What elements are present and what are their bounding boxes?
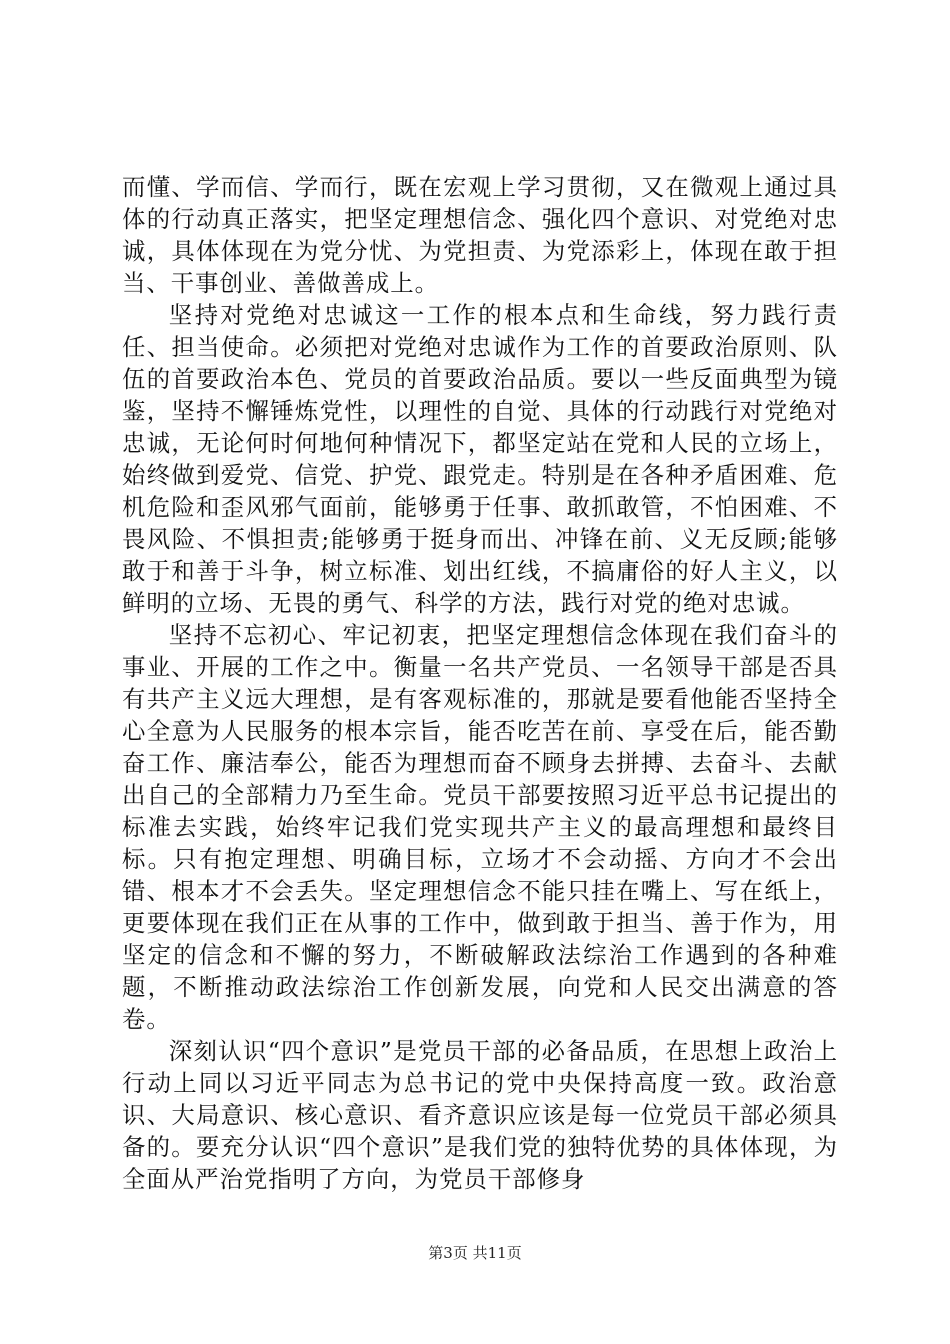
page-number-footer: 第3页 共11页 [428, 1244, 522, 1262]
paragraph-four-consciousness: 深刻认识“四个意识”是党员干部的必备品质，在思想上政治上行动上同以习近平同志为总书记的党中央保持高度一致。政治意识、大局意识、核心意识、看齐意识应该是每一位党员干部必须具备的。要充分认识“四个意识”是我们党的独特优势的具体体现，为全面从严治党指明了方向，为党员干部修身 [122, 1037, 838, 1193]
paragraph-ideals: 坚持不忘初心、牢记初衷，把坚定理想信念体现在我们奋斗的事业、开展的工作之中。衡量一名共产党员、一名领导干部是否具有共产主义远大理想，是有客观标准的，那就是要看他能否坚持全心全意为人民服务的根本宗旨，能否吃苦在前、享受在后，能否勤奋工作、廉洁奉公，能否为理想而奋不顾身去拼搏、去奋斗、去献出自己的全部精力乃至生命。党员干部要按照习近平总书记提出的标准去实践，始终牢记我们党实现共产主义的最高理想和最终目标。只有抱定理想、明确目标，立场才不会动摇、方向才不会出错、根本才不会丢失。坚定理想信念不能只挂在嘴上、写在纸上，更要体现在我们正在从事的工作中，做到敢于担当、善于作为，用坚定的信念和不懈的努力，不断破解政法综治工作遇到的各种难题，不断推动政法综治工作创新发展，向党和人民交出满意的答卷。 [122, 621, 838, 1033]
paragraph-continuation: 而懂、学而信、学而行，既在宏观上学习贯彻，又在微观上通过具体的行动真正落实，把坚定理想信念、强化四个意识、对党绝对忠诚，具体体现在为党分忧、为党担责、为党添彩上，体现在敢于担当、干事创业、善做善成上。 [122, 173, 838, 297]
document-body [122, 171, 838, 1195]
paragraph-loyalty: 坚持对党绝对忠诚这一工作的根本点和生命线，努力践行责任、担当使命。必须把对党绝对忠诚作为工作的首要政治原则、队伍的首要政治本色、党员的首要政治品质。要以一些反面典型为镜鉴，坚持不懈锤炼党性，以理性的自觉、具体的行动践行对党绝对忠诚，无论何时何地何种情况下，都坚定站在党和人民的立场上，始终做到爱党、信党、护党、跟党走。特别是在各种矛盾困难、危机危险和歪风邪气面前，能够勇于任事、敢抓敢管，不怕困难、不畏风险、不惧担责;能够勇于挺身而出、冲锋在前、义无反顾;能够敢于和善于斗争，树立标准、划出红线，不搞庸俗的好人主义，以鲜明的立场、无畏的勇气、科学的方法，践行对党的绝对忠诚。 [122, 301, 838, 617]
